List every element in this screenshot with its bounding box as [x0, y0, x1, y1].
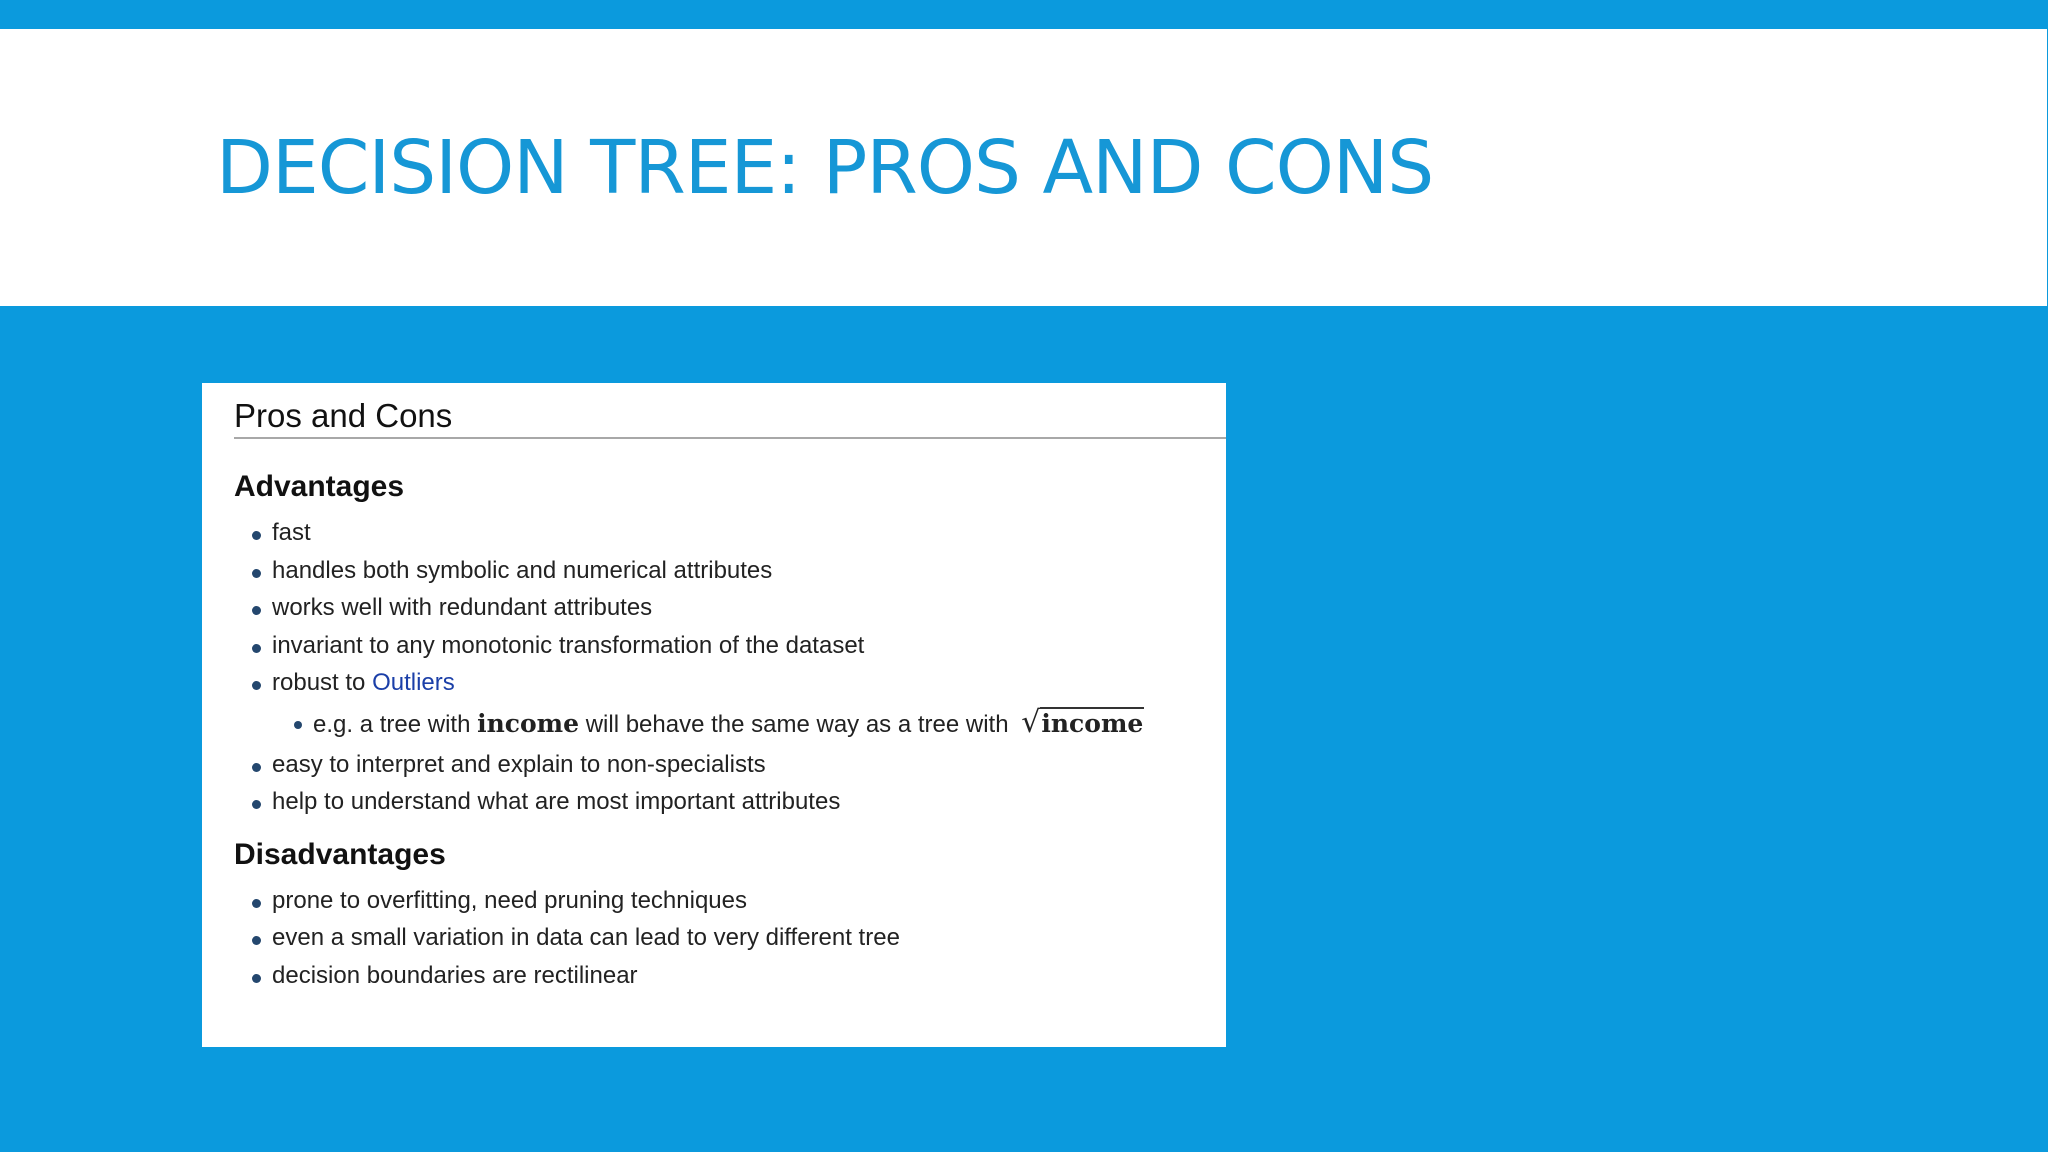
disadvantages-heading: Disadvantages: [234, 837, 446, 871]
advantages-list: [234, 514, 1226, 821]
robust-text: robust to: [272, 669, 373, 696]
list-item: decision boundaries are rectilinear: [234, 957, 1226, 995]
math-income: income: [477, 708, 580, 738]
slide-title: DECISION TREE: PROS AND CONS: [216, 125, 1434, 211]
panel-heading: Pros and Cons: [234, 383, 1226, 439]
list-item: handles both symbolic and numerical attributes: [234, 552, 1226, 590]
sub-list-item-example: [234, 702, 1226, 746]
list-item: easy to interpret and explain to non-specialists: [234, 746, 1226, 784]
disadvantages-list: [234, 882, 1226, 995]
list-item-robust: [234, 664, 1226, 702]
top-accent-strip: [0, 0, 2048, 29]
list-item: fast: [234, 514, 1226, 552]
list-item: help to understand what are most important attributes: [234, 783, 1226, 821]
example-middle: will behave the same way as a tree with: [579, 710, 1016, 738]
advantages-heading: Advantages: [234, 470, 405, 503]
list-item: prone to overfitting, need pruning techniques: [234, 882, 1226, 920]
list-item: works well with redundant attributes: [234, 589, 1226, 627]
list-item: even a small variation in data can lead to very different tree: [234, 919, 1226, 957]
math-sqrt-income: income: [1041, 708, 1144, 738]
pros-cons-panel: [202, 383, 1226, 1047]
example-prefix: e.g. a tree with: [313, 710, 478, 738]
list-item: invariant to any monotonic transformation of the dataset: [234, 627, 1226, 665]
outliers-link[interactable]: Outliers: [372, 669, 455, 696]
sqrt-symbol: √: [1021, 704, 1041, 740]
